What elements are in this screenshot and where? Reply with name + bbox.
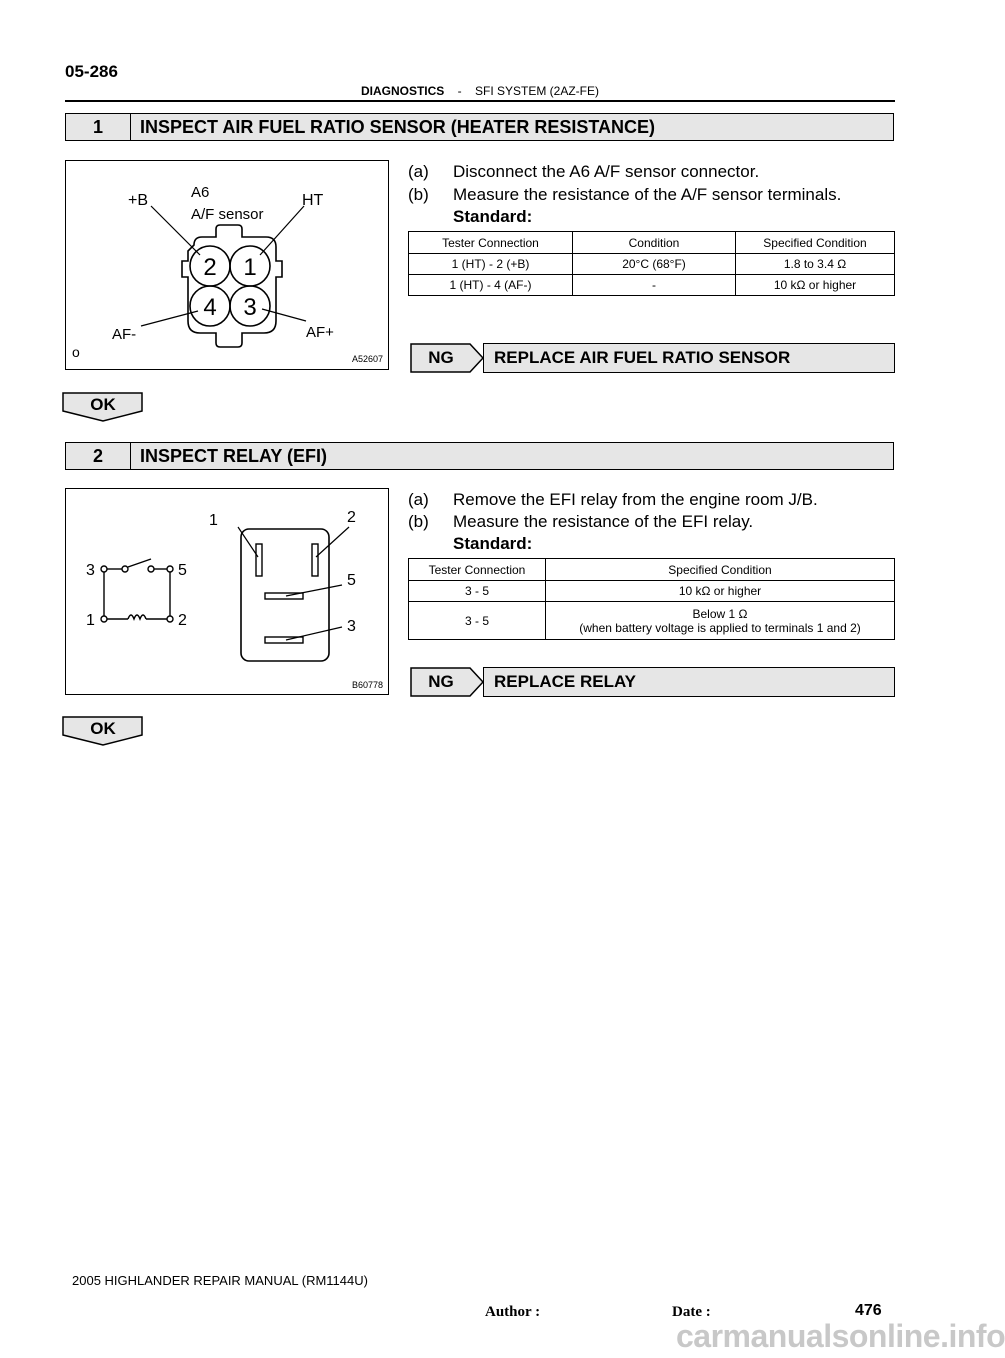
- header-rule: [65, 100, 895, 102]
- terminal-1-blade: [256, 544, 262, 576]
- running-header: [0, 84, 960, 98]
- footer-manual-title: 2005 HIGHLANDER REPAIR MANUAL (RM1144U): [72, 1273, 368, 1288]
- instruction-text: Disconnect the A6 A/F sensor connector.: [453, 162, 760, 181]
- circuit-node-1: [101, 616, 107, 622]
- table-header-cell: Condition: [573, 232, 736, 254]
- header-dash: -: [457, 84, 462, 98]
- instruction-label: (b): [408, 512, 429, 531]
- leader-ht: [260, 206, 304, 255]
- label-ht: HT: [302, 192, 324, 209]
- table-row: [409, 275, 895, 296]
- ng-label: NG: [428, 672, 454, 691]
- footer-page-total: 476: [855, 1302, 882, 1319]
- af-sensor-connector-diagram: [66, 161, 387, 368]
- coil-icon: [128, 615, 146, 619]
- step2-ng-result: [410, 667, 895, 697]
- relay-label-3: 3: [347, 618, 356, 635]
- leader-afm: [141, 311, 198, 326]
- step1-ng-result: [410, 343, 895, 373]
- switch-pivot: [122, 566, 128, 572]
- ng-action: REPLACE RELAY: [483, 667, 895, 697]
- terminal-2-blade: [312, 544, 318, 576]
- ng-action: REPLACE AIR FUEL RATIO SENSOR: [483, 343, 895, 373]
- step1-figure: [65, 160, 389, 370]
- instruction-label: (a): [408, 490, 429, 509]
- instruction-label: (a): [408, 162, 429, 181]
- step1-spec-table: [408, 231, 895, 296]
- instruction-label: (b): [408, 185, 429, 204]
- step2-standard-label: Standard:: [453, 534, 533, 553]
- label-af-minus: AF-: [112, 326, 137, 343]
- step1-title-bar: [65, 113, 894, 141]
- table-cell: 1.8 to 3.4 Ω: [736, 254, 895, 275]
- circuit-node-2: [167, 616, 173, 622]
- footer-author-label: Author :: [485, 1304, 541, 1320]
- table-cell: 10 kΩ or higher: [736, 275, 895, 296]
- corner-mark: o: [72, 344, 80, 360]
- circuit-label-5: 5: [178, 562, 187, 579]
- step2-title: INSPECT RELAY (EFI): [140, 445, 328, 466]
- watermark-text: carmanualsonline.info: [676, 1318, 1005, 1354]
- relay-label-1: 1: [209, 512, 218, 529]
- table-cell: 10 kΩ or higher: [546, 581, 895, 602]
- table-cell: 20°C (68°F): [573, 254, 736, 275]
- table-header-row: [409, 232, 895, 254]
- switch-contact: [128, 559, 151, 567]
- instruction-text: Measure the resistance of the EFI relay.: [453, 512, 754, 531]
- circuit-node-3: [101, 566, 107, 572]
- ok-label: OK: [90, 395, 116, 414]
- step1-standard-label: Standard:: [453, 207, 533, 226]
- table-cell: 1 (HT) - 4 (AF-): [409, 275, 573, 296]
- page-number: 05-286: [65, 62, 118, 81]
- spec-line: Below 1 Ω: [692, 606, 748, 621]
- circuit-label-3: 3: [86, 562, 95, 579]
- connector-outline: [182, 225, 282, 347]
- spec-line: (when battery voltage is applied to terminals 1 and 2): [579, 620, 861, 635]
- relay-body: [241, 529, 329, 661]
- step1-title: INSPECT AIR FUEL RATIO SENSOR (HEATER RESISTANCE): [140, 116, 656, 137]
- instruction-text: Measure the resistance of the A/F sensor terminals.: [453, 185, 842, 204]
- efi-relay-diagram: [66, 489, 387, 693]
- label-a6: A6: [191, 184, 210, 201]
- pin-3-label: 3: [243, 294, 257, 321]
- step2-spec-table: [408, 558, 895, 640]
- table-header-cell: Specified Condition: [546, 559, 895, 581]
- table-cell: 3 - 5: [409, 602, 546, 640]
- leader-5: [286, 585, 342, 596]
- label-plus-b: +B: [128, 192, 149, 209]
- footer-date-label: Date :: [672, 1304, 711, 1320]
- table-row: [409, 581, 895, 602]
- table-header-cell: Tester Connection: [409, 559, 546, 581]
- relay-label-5: 5: [347, 572, 356, 589]
- table-row: [409, 602, 895, 640]
- leader-3: [286, 627, 342, 640]
- circuit-label-2: 2: [178, 612, 187, 629]
- ng-label: NG: [428, 348, 454, 367]
- figure-id: A52607: [352, 354, 384, 364]
- table-header-cell: Specified Condition: [736, 232, 895, 254]
- table-cell: 3 - 5: [409, 581, 546, 602]
- header-system: SFI SYSTEM (2AZ-FE): [475, 84, 600, 98]
- pin-4-label: 4: [203, 294, 217, 321]
- table-cell: -: [573, 275, 736, 296]
- pin-1-label: 1: [243, 254, 257, 281]
- circuit-node-5: [167, 566, 173, 572]
- table-header-row: [409, 559, 895, 581]
- circuit-label-1: 1: [86, 612, 95, 629]
- relay-label-2: 2: [347, 509, 356, 526]
- step2-number: 2: [66, 443, 131, 469]
- step1-number: 1: [66, 114, 131, 140]
- table-cell: 1 (HT) - 2 (+B): [409, 254, 573, 275]
- label-af-sensor: A/F sensor: [191, 206, 264, 223]
- table-header-cell: Tester Connection: [409, 232, 573, 254]
- table-cell: [546, 602, 895, 640]
- header-section: DIAGNOSTICS: [360, 84, 445, 98]
- label-af-plus: AF+: [306, 324, 334, 341]
- ok-label: OK: [90, 719, 116, 738]
- figure-id: B60778: [352, 680, 384, 690]
- leader-2: [316, 527, 349, 557]
- pin-2-label: 2: [203, 254, 217, 281]
- step2-title-bar: [65, 442, 894, 470]
- table-row: [409, 254, 895, 275]
- instruction-text: Remove the EFI relay from the engine room J/B.: [453, 490, 818, 509]
- step2-figure: [65, 488, 389, 695]
